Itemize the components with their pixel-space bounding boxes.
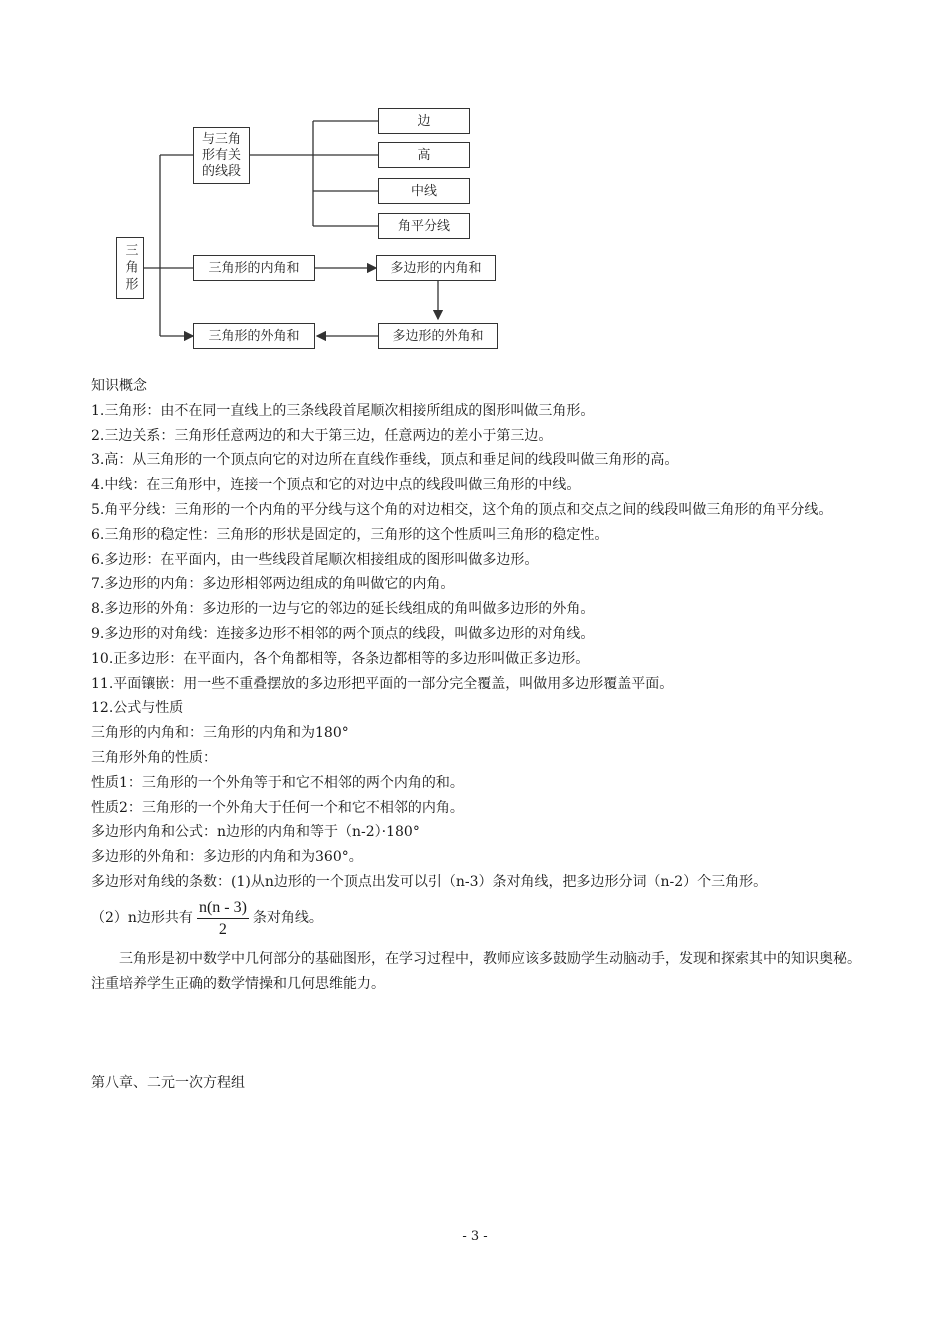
item-diagonal-count: 多边形对角线的条数：(1)从n边形的一个顶点出发可以引（n-3）条对角线，把多边形分词（n-2）个三角形。 <box>91 873 768 890</box>
polygon-exterior-sum-node <box>378 323 498 349</box>
item-regular-polygon: 10.正多边形：在平面内，各个角都相等，各条边都相等的多边形叫做正多边形。 <box>91 650 590 667</box>
item-polygon-diagonal: 9.多边形的对角线：连接多边形不相邻的两个顶点的线段，叫做多边形的对角线。 <box>91 625 595 642</box>
item-tessellation: 11.平面镶嵌：用一些不重叠摆放的多边形把平面的一部分完全覆盖，叫做用多边形覆盖平面。 <box>91 675 674 692</box>
closing-paragraph: 三角形是初中数学中几何部分的基础图形，在学习过程中，教师应该多鼓励学生动脑动手，发现和探索其中的知识奥秘。注重培养学生正确的数学情操和几何思维能力。 <box>91 950 861 992</box>
fraction-denominator: 2 <box>218 920 227 938</box>
triangle-concept-diagram <box>0 0 950 370</box>
page-number: - 3 - <box>462 1229 488 1244</box>
fraction-numerator: n(n - 3) <box>197 899 249 919</box>
segments-group-node <box>193 127 250 184</box>
segment-bisector-label: 角平分线 <box>397 218 450 234</box>
root-triangle-node <box>116 237 144 299</box>
item-polygon-exterior-sum: 多边形的外角和：多边形的内角和为360°。 <box>91 849 363 866</box>
item-polygon: 6.多边形：在平面内，由一些线段首尾顺次相接组成的图形叫做多边形。 <box>91 551 539 568</box>
segment-side-label: 边 <box>417 113 431 129</box>
item-side-relation: 2.三边关系：三角形任意两边的和大于第三边，任意两边的差小于第三边。 <box>91 427 553 444</box>
diagram-connectors <box>0 0 950 370</box>
knowledge-content <box>91 374 871 996</box>
root-triangle-label: 三角形 <box>122 242 138 294</box>
diagonal-fraction <box>197 899 249 939</box>
polygon-interior-sum-node <box>376 255 496 281</box>
polygon-interior-sum-label: 多边形的内角和 <box>390 260 482 276</box>
item-angle-bisector: 5.角平分线：三角形的一个内角的平分线与这个角的对边相交，这个角的顶点和交点之间的线段叫做三角形的角平分线。 <box>91 501 833 518</box>
item-triangle-angle-sum: 三角形的内角和：三角形的内角和为180° <box>91 725 349 742</box>
item-polygon-interior-angle: 7.多边形的内角：多边形相邻两边组成的角叫做它的内角。 <box>91 576 455 593</box>
segments-group-label: 与三角形有关的线段 <box>201 131 241 179</box>
polygon-exterior-sum-label: 多边形的外角和 <box>392 328 484 344</box>
formula-suffix: 条对角线。 <box>252 910 323 927</box>
segment-height-node <box>378 142 470 168</box>
item-median: 4.中线：在三角形中，连接一个顶点和它的对边中点的线段叫做三角形的中线。 <box>91 477 581 494</box>
item-altitude: 3.高：从三角形的一个顶点向它的对边所在直线作垂线，顶点和垂足间的线段叫做三角形的高。 <box>91 452 679 469</box>
item-property-2: 性质2：三角形的一个外角大于任何一个和它不相邻的内角。 <box>91 799 464 816</box>
item-polygon-angle-sum-formula: 多边形内角和公式：n边形的内角和等于（n-2）·180° <box>91 824 420 841</box>
item-polygon-exterior-angle: 8.多边形的外角：多边形的一边与它的邻边的延长线组成的角叫做多边形的外角。 <box>91 601 595 618</box>
item-property-1: 性质1：三角形的一个外角等于和它不相邻的两个内角的和。 <box>91 774 464 791</box>
segment-height-label: 高 <box>417 147 431 163</box>
diagonal-formula-line <box>91 897 871 941</box>
segment-bisector-node <box>378 213 470 239</box>
segment-median-label: 中线 <box>410 183 437 199</box>
triangle-exterior-sum-label: 三角形的外角和 <box>208 328 300 344</box>
item-stability: 6.三角形的稳定性：三角形的形状是固定的，三角形的这个性质叫三角形的稳定性。 <box>91 526 609 543</box>
triangle-interior-sum-label: 三角形的内角和 <box>208 260 300 276</box>
chapter-heading: 第八章、二元一次方程组 <box>91 1075 245 1091</box>
triangle-exterior-sum-node <box>193 323 315 349</box>
item-exterior-angle-properties: 三角形外角的性质： <box>91 749 217 766</box>
item-triangle-definition: 1.三角形：由不在同一直线上的三条线段首尾顺次相接所组成的图形叫做三角形。 <box>91 402 595 419</box>
triangle-interior-sum-node <box>193 255 315 281</box>
item-formulas-heading: 12.公式与性质 <box>91 700 184 717</box>
segment-median-node <box>378 178 470 204</box>
segment-side-node <box>378 108 470 134</box>
formula-prefix: （2）n边形共有 <box>91 910 193 927</box>
section-title: 知识概念 <box>91 378 147 394</box>
